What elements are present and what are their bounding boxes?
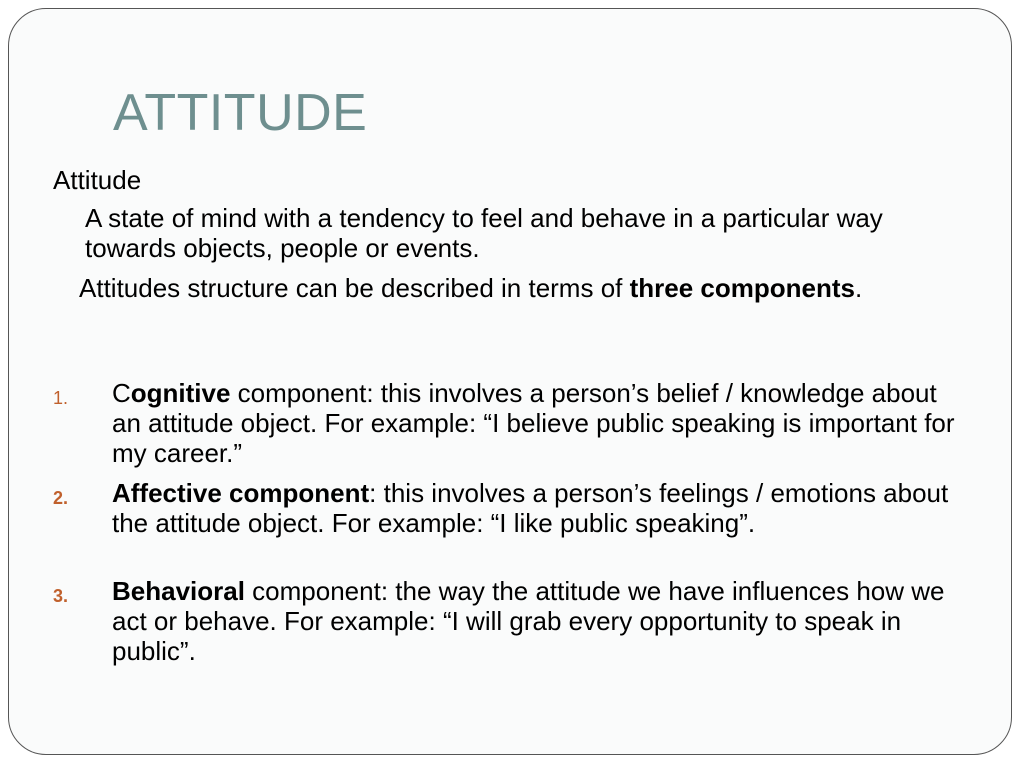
slide xyxy=(8,8,1012,755)
cognitive-term: ognitive xyxy=(130,378,231,408)
list-item-behavioral xyxy=(112,576,972,666)
attitude-heading: Attitude xyxy=(53,165,142,195)
structure-period: . xyxy=(854,273,863,303)
list-number-2: 2. xyxy=(53,488,69,508)
list-number-3: 3. xyxy=(53,586,69,606)
list-item-affective xyxy=(112,478,972,538)
list-item-cognitive xyxy=(112,378,972,468)
affective-term: Affective component xyxy=(112,478,370,508)
structure-bold-text: three components xyxy=(629,273,855,303)
slide-title: ATTITUDE xyxy=(113,84,368,142)
structure-text: Attitudes structure can be described in terms of xyxy=(79,273,630,303)
affective-description: : this involves a person’s feelings / emotions about the attitude object. For example: “I like public speaking”. xyxy=(112,478,949,538)
cognitive-description: component: this involves a person’s belief / knowledge about an attitude object. For example: “I believe public speaking is important for my career.” xyxy=(112,378,955,468)
list-number-1: 1. xyxy=(53,388,69,408)
attitude-definition: A state of mind with a tendency to feel and behave in a particular way towards objects, people or events. xyxy=(85,203,883,263)
behavioral-description: component: the way the attitude we have influences how we act or behave. For example: “I will grab every opportunity to speak in public”. xyxy=(112,576,945,666)
structure-statement xyxy=(79,273,899,303)
cognitive-first-letter: C xyxy=(112,378,131,408)
behavioral-term: Behavioral xyxy=(112,576,245,606)
